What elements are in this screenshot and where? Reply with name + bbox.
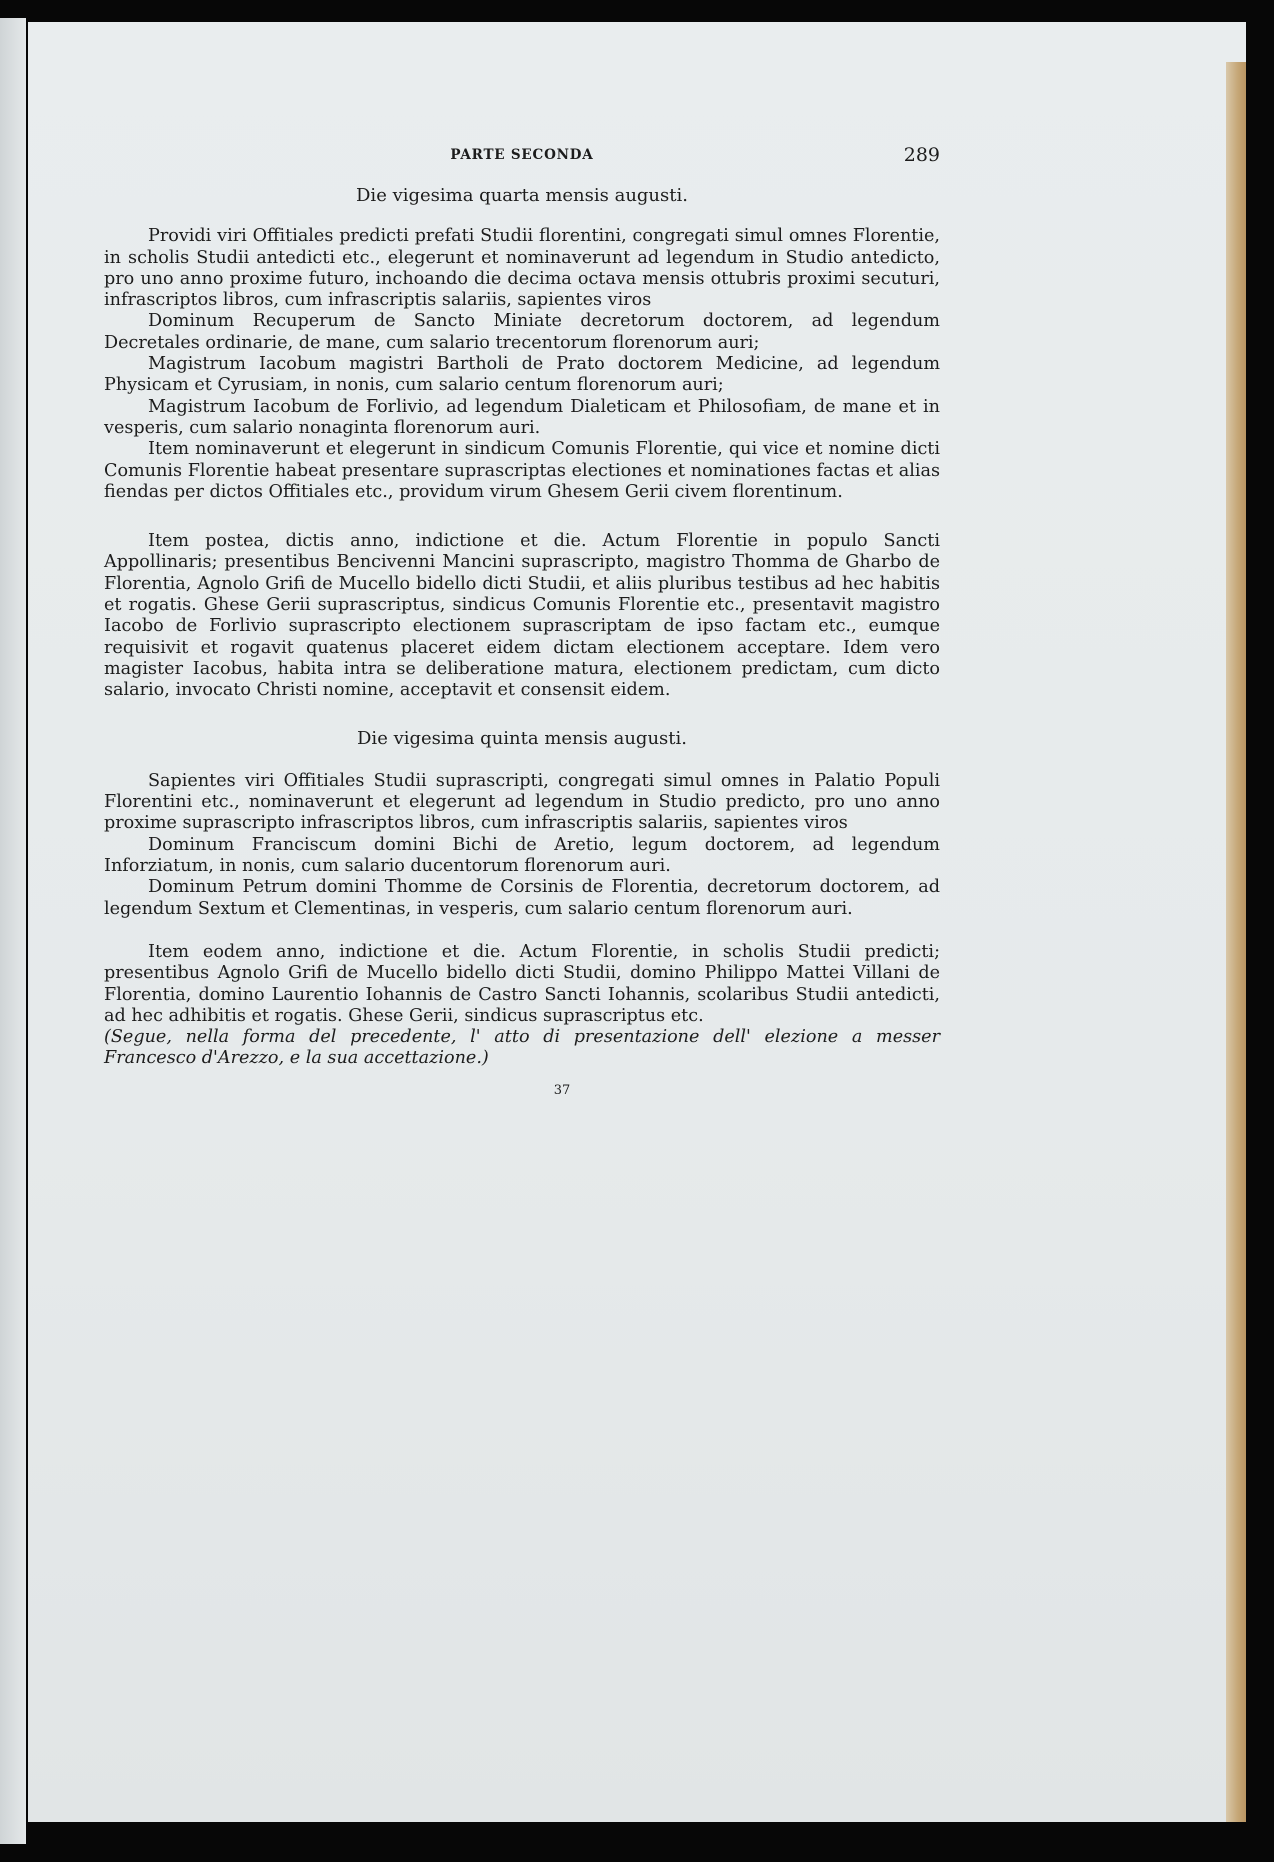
page-fore-edge [1226,62,1246,1822]
paragraph: Providi viri Offitiales predicti prefati Studii florentini, congregati simul omnes Florentie, in scholis Studii antedicti etc., elegerunt et nominaverunt ad legendum in Studio antedicto, pro uno anno proxime futuro, inchoando die decima octava mensis ottubris proximi secuturi, infrascriptos libros, cum infrascriptis salariis, sapientes viros [104,226,940,311]
page-text [104,145,940,1101]
paragraph: Item postea, dictis anno, indictione et die. Actum Florentie in populo Sancti Appollinaris; presentibus Bencivenni Mancini suprascripto, magistro Thomma de Gharbo de Florentia, Agnolo Grifi de Mucello bidello dicti Studii, et aliis pluribus testibus ad hec habitis et rogatis. Ghese Gerii suprascriptus, sindicus Comunis Florentie etc., presentavit magistro Iacobo de Forlivio suprascripto electionem suprascriptam de ipso factam etc., eumque requisivit et rogavit quatenus placeret eidem dictam electionem acceptare. Idem vero magister Iacobus, habita intra se deliberatione matura, electionem predictam, cum dicto salario, invocato Christi nomine, acceptavit et consensit eidem. [104,531,940,701]
page-number: 289 [903,144,940,166]
signature-mark: 37 [553,1082,571,1098]
date-heading: Die vigesima quarta mensis augusti. [356,185,688,206]
running-head [104,145,940,185]
paragraph: Item eodem anno, indictione et die. Actum Florentie, in scholis Studii predicti; presentibus Agnolo Grifi de Mucello bidello dicti Studii, domino Philippo Mattei Villani de Florentia, domino Laurentio Iohannis de Castro Sancti Iohannis, scolaribus Studii antedicti, ad hec adhibitis et rogatis. Ghese Gerii, sindicus suprascriptus etc. [104,941,940,1026]
paragraph: Dominum Recuperum de Sancto Miniate decretorum doctorem, ad legendum Decretales ordinarie, de mane, cum salario trecentorum florenorum auri; [104,311,940,353]
paragraph: Sapientes viri Offitiales Studii suprascripti, congregati simul omnes in Palatio Populi Florentini etc., nominaverunt et elegerunt ad legendum in Studio predicto, pro uno anno proxime suprascripto infrascriptos libros, cum infrascriptis salariis, sapientes viros [104,770,940,834]
paragraph: Magistrum Iacobum de Forlivio, ad legendum Dialeticam et Philosofiam, de mane et in vesperis, cum salario nonaginta florenorum auri. [104,396,940,438]
date-heading: Die vigesima quinta mensis augusti. [357,727,687,749]
editorial-note [104,1027,940,1070]
paragraph: Magistrum Iacobum magistri Bartholi de Prato doctorem Medicine, ad legendum Physicam et Cyrusiam, in nonis, cum salario centum florenorum auri; [104,354,940,396]
editorial-note-text: (Segue, nella forma del precedente, l' atto di presentazione dell' elezione a messer Francesco d'Arezzo, e la sua accettazione.) [104,1027,940,1069]
facing-page-edge [0,18,26,1844]
paragraph: Item nominaverunt et elegerunt in sindicum Comunis Florentie, qui vice et nomine dicti Comunis Florentie habeat presentare suprascriptas electiones et nominationes factas et alias fiendas per dictos Offitiales etc., providum virum Ghesem Gerii civem florentinum. [104,439,940,502]
paragraph: Dominum Petrum domini Thomme de Corsinis de Florentia, decretorum doctorem, ad legendum Sextum et Clementinas, in vesperis, cum salario centum florenorum auri. [104,877,940,919]
paragraph: Dominum Franciscum domini Bichi de Aretio, legum doctorem, ad legendum Inforziatum, in nonis, cum salario ducentorum florenorum auri. [104,834,940,877]
running-title: PARTE SECONDA [450,147,594,163]
